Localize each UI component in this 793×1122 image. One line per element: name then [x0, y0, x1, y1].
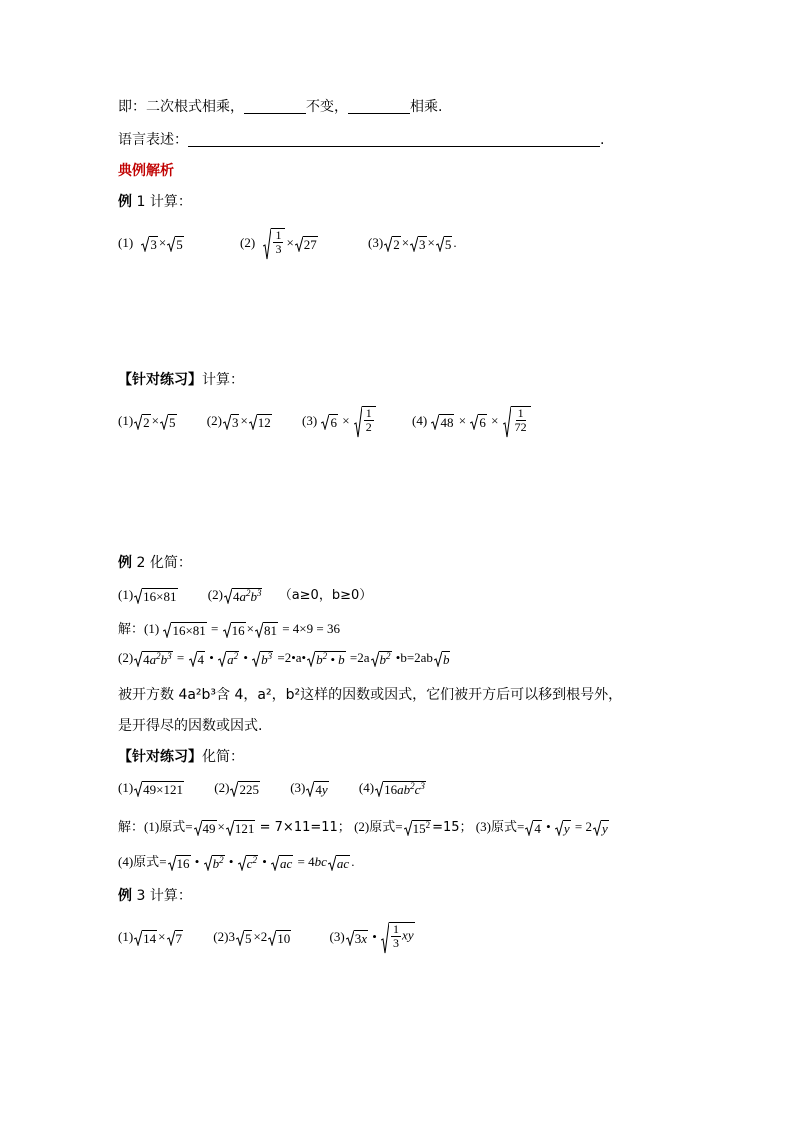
example-task: 计算：	[149, 888, 192, 904]
practice-task: 化简：	[202, 749, 244, 765]
item-number: (2)	[354, 819, 370, 834]
example-2-solution-1: 解：(1) 16×81 = 16 × 81 = 4×9 = 36	[118, 621, 340, 639]
practice-1-2: (2) 3 × 12	[206, 412, 271, 430]
example-3-problems	[118, 922, 442, 954]
note-line-2: 是开得尽的因数或因式.	[118, 718, 263, 734]
intro-mid: 不变，	[306, 99, 348, 115]
item-number: (2)	[118, 650, 134, 665]
item-number: (4)	[358, 780, 375, 795]
section-title: 典例解析	[118, 163, 174, 179]
item-number: (1)	[118, 780, 134, 795]
original-expression-label: 原式	[490, 820, 517, 835]
item-number: (1)	[144, 621, 160, 636]
example-3-3: (3) 3x • $\frac{1}{3}$ xy	[330, 922, 416, 954]
item-number: (1)	[144, 819, 160, 834]
item-number: (3)	[368, 234, 384, 250]
example-task: 计算：	[149, 194, 192, 210]
practice-task: 计算：	[202, 372, 244, 388]
item-number: (2)	[214, 780, 230, 795]
example-3-heading	[118, 885, 192, 905]
result-1: = 7×11=11；	[259, 820, 351, 835]
note-line-1: 被开方数 4a²b³含 4，a²，b²这样的因数或因式，它们被开方后可以移到根号外，	[118, 687, 623, 703]
practice-2-solution-line-1: 解：(1)原式= 49 × 121 = 7×11=11； (2)原式= $15^2$ =15； (3)原式= 4 • y = 2 y	[118, 819, 608, 837]
blank-1[interactable]	[244, 99, 306, 114]
item-number: (1)	[118, 412, 134, 428]
example-number: 2	[136, 555, 146, 571]
item-number: (1)	[118, 234, 134, 250]
item-number: (4)	[118, 854, 134, 869]
intro-suffix: 相乘.	[410, 99, 443, 115]
item-number: (2)	[206, 412, 222, 428]
practice-2-1: (1) 49×121	[118, 780, 184, 798]
language-line: 语言表述： .	[118, 132, 605, 148]
item-number: (4)	[412, 412, 428, 428]
item-number: (1)	[118, 587, 134, 602]
practice-1-3: (3) 6 × $\frac{1}{2}$	[302, 406, 377, 438]
solution-1-result: = 4×9 = 36	[282, 621, 340, 636]
item-number: (1)	[118, 928, 134, 944]
example-1-problems	[118, 228, 483, 260]
example-label: 例	[118, 194, 132, 210]
practice-2-4: (4) $16ab^2c^3$	[358, 780, 425, 798]
original-expression-label: 原式	[133, 855, 160, 870]
practice-2-heading	[118, 746, 244, 766]
solution-label: 解：	[118, 622, 145, 637]
blank-3[interactable]	[188, 132, 600, 147]
intro-prefix: 即：二次根式相乘，	[118, 99, 244, 115]
period: .	[351, 854, 355, 869]
example-1-heading	[118, 191, 192, 211]
example-2-problems	[118, 584, 372, 604]
example-2-solution-2: (2) $4a^2b^3$ = 4 • $a^2$ • $b^3$ =2•a• $b^2$ • b =2a $b^2$ •b=2ab b	[118, 650, 450, 668]
example-2-1: (1) 16×81	[118, 587, 177, 605]
problem-1-3: (3) 2 × 3 × 5 .	[368, 234, 457, 252]
result-2: =15；	[432, 820, 473, 835]
example-number: 1	[136, 194, 146, 210]
practice-2-problems	[118, 780, 453, 797]
solution-label: 解：	[118, 820, 145, 835]
problem-1-1: (1) 3 × 5	[118, 234, 183, 252]
practice-2-2: (2) 225	[214, 780, 259, 798]
example-3-1: (1) 14 × 7	[118, 928, 183, 946]
practice-1-problems	[118, 406, 558, 438]
example-number: 3	[136, 888, 146, 904]
practice-1-heading	[118, 369, 244, 389]
item-number: (3)	[475, 819, 491, 834]
language-label: 语言表述：	[118, 132, 188, 148]
practice-label: 【针对练习】	[118, 372, 202, 388]
practice-2-3: (3) 4y	[290, 780, 328, 798]
practice-2-solution-line-2: (4)原式= 16 • $b^2$ • $c^2$ • ac = 4bc ac .	[118, 854, 355, 872]
example-label: 例	[118, 555, 132, 571]
practice-1-4: (4) 48 × 6 × $\frac{1}{72}$	[412, 406, 532, 438]
problem-1-2: (2) $\frac{1}{3}$ × 27	[240, 228, 319, 260]
example-task: 化简：	[149, 555, 192, 571]
example-2-2: (2) $4a^2b^3$	[207, 587, 262, 605]
example-2-heading	[118, 552, 192, 572]
practice-1-1: (1) 2 × 5	[118, 412, 176, 430]
original-expression-label: 原式	[159, 820, 186, 835]
intro-line	[118, 96, 442, 116]
item-number: (3)	[290, 780, 306, 795]
item-number: (2)	[240, 234, 256, 250]
original-expression-label: 原式	[369, 820, 396, 835]
item-number: (3)	[302, 412, 318, 428]
item-number: (2)	[207, 587, 223, 602]
item-number: (2)	[213, 928, 229, 944]
condition: （a≥0，b≥0）	[278, 588, 373, 603]
item-number: (3)	[329, 928, 345, 944]
example-label: 例	[118, 888, 132, 904]
example-3-2: (2)3 5 ×2 10	[213, 928, 291, 946]
blank-2[interactable]	[348, 99, 410, 114]
practice-label: 【针对练习】	[118, 749, 202, 765]
